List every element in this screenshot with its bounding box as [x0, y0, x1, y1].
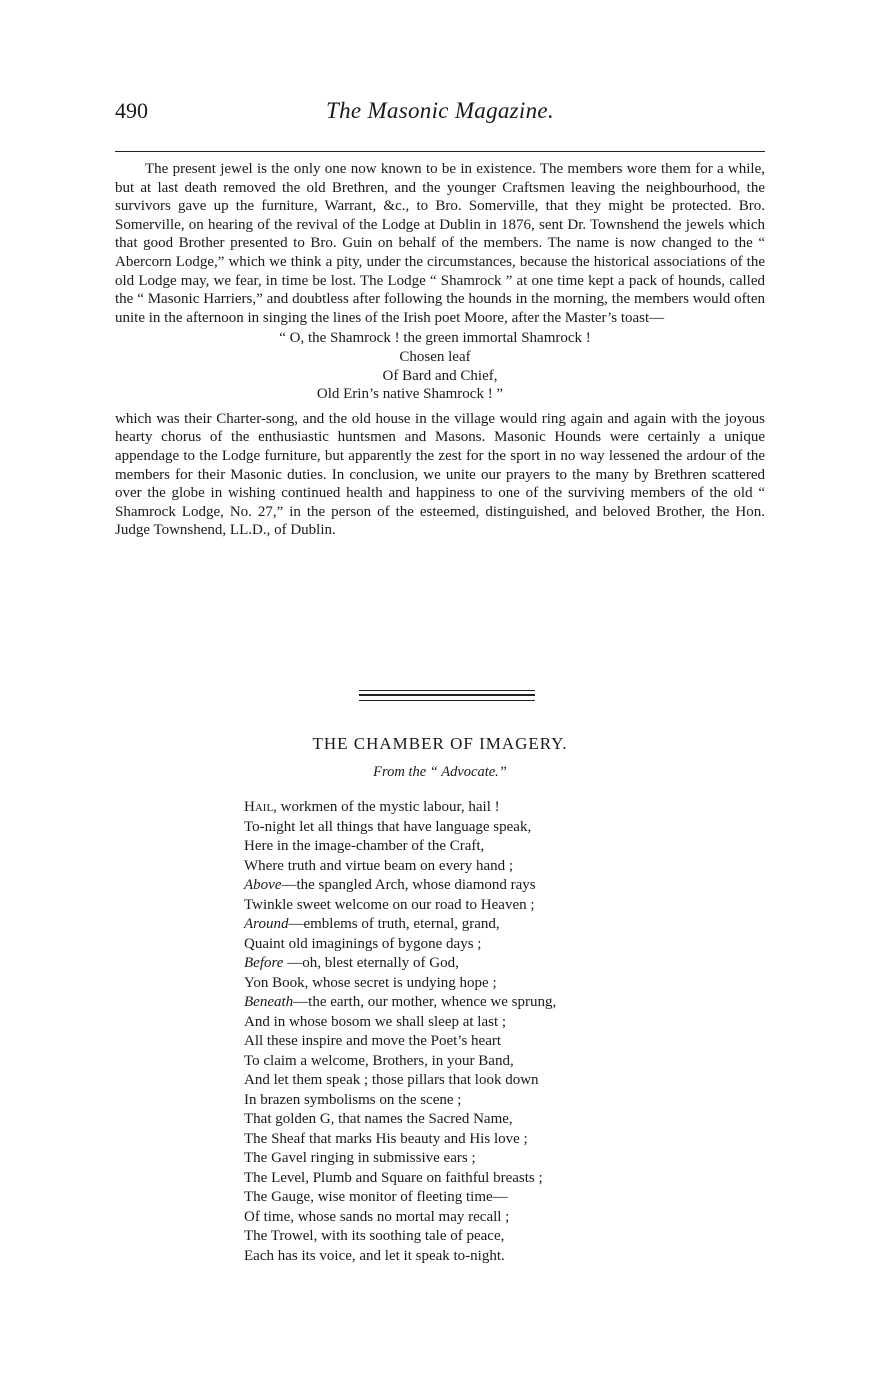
- article-paragraph-2: which was their Charter-song, and the old house in the village would ring again and again with the joyous hearty chorus of the enthusiastic huntsmen and Masons. Masonic Hounds were certainly a unique appendage to the Lodge furniture, but apparently the zest for the sport in no way lessened the ardour of the members for their Masonic duties. In conclusion, we unite our prayers to the many by Brethren scattered over the globe in wishing continued health and happiness to one of the surviving members of the old “ Shamrock Lodge, No. 27,” in the person of the esteemed, distinguished, and beloved Brother, the Hon. Judge Townshend, LL.D., of Dublin.: [115, 410, 765, 539]
- poem-line-emphasis: Before: [244, 955, 284, 971]
- poem-line-text: To-night let all things that have language speak,: [244, 818, 532, 835]
- song-line: Of Bard and Chief,: [382, 367, 498, 384]
- poem-line-smallcaps: Hail: [244, 799, 274, 815]
- poem-line-text: Twinkle sweet welcome on our road to Heaven ;: [244, 896, 535, 913]
- poem-line-text: —the spangled Arch, whose diamond rays: [281, 877, 536, 893]
- poem-line-text: —emblems of truth, eternal, grand,: [288, 916, 500, 932]
- poem-line-text: Where truth and virtue beam on every hand ;: [244, 857, 514, 874]
- poem-line: [244, 857, 764, 877]
- poem-line: [244, 1188, 764, 1208]
- poem-line-text: In brazen symbolisms on the scene ;: [244, 1091, 462, 1108]
- poem-line: [244, 1208, 764, 1228]
- poem-line-text: And in whose bosom we shall sleep at last ;: [244, 1013, 507, 1030]
- poem-line: [244, 837, 764, 857]
- page-header: [115, 98, 765, 132]
- song-line: “ O, the Shamrock ! the green immortal Shamrock !: [279, 330, 591, 347]
- page-number: 490: [115, 98, 148, 123]
- poem-line-text: Here in the image-chamber of the Craft,: [244, 838, 485, 854]
- song-line: Chosen leaf: [399, 348, 471, 365]
- poem-line: [244, 798, 764, 818]
- running-title: The Masonic Magazine.: [326, 98, 554, 123]
- poem-line: [244, 1227, 764, 1247]
- poem-line-text: The Trowel, with its soothing tale of peace,: [244, 1228, 505, 1244]
- poem-line-text: The Level, Plumb and Square on faithful breasts ;: [244, 1169, 543, 1186]
- poem-line: [244, 1247, 764, 1267]
- poem-line: [244, 1013, 764, 1033]
- poem-line: [244, 935, 764, 955]
- article-continuation: [115, 160, 765, 540]
- poem-line: [244, 1052, 764, 1072]
- poem-line-text: , workmen of the mystic labour, hail !: [273, 799, 500, 815]
- article-paragraph-1: The present jewel is the only one now known to be in existence. The members wore them for a while, but at last death removed the old Brethren, and the younger Craftsmen leaving the neighbourhood, the survivors gave up the furniture, Warrant, &c., to Bro. Somerville, that they might be protected. Bro. Somerville, on hearing of the revival of the Lodge at Dublin in 1876, sent Dr. Townshend the jewels which that good Brother presented to Bro. Guin on behalf of the members. The name is now changed to the “ Abercorn Lodge,” which we think a pity, under the circumstances, because the historical associations of the old Lodge may, we fear, in time be lost. The Lodge “ Shamrock ” at one time kept a pack of hounds, called the “ Masonic Harriers,” and doubtless after following the hounds in the morning, the members would often unite in the afternoon in singing the lines of the Irish poet Moore, after the Master’s toast—: [115, 161, 765, 326]
- poem-line-emphasis: Around: [244, 916, 289, 932]
- poem-line-text: —the earth, our mother, whence we sprung,: [293, 994, 557, 1010]
- song-line: Old Erin’s native Shamrock ! ”: [316, 386, 504, 403]
- poem-line-emphasis: Above: [244, 877, 282, 893]
- poem-body: [244, 798, 764, 1266]
- poem-line: [244, 1130, 764, 1150]
- poem-line-text: And let them speak ; those pillars that look down: [244, 1072, 539, 1088]
- poem-line: [244, 993, 764, 1013]
- poem-line: [244, 954, 764, 974]
- poem-line-text: Each has its voice, and let it speak to-night.: [244, 1247, 505, 1264]
- poem-line-text: All these inspire and move the Poet’s heart: [244, 1033, 502, 1049]
- poem-line-text: To claim a welcome, Brothers, in your Band,: [244, 1052, 514, 1069]
- poem-line: [244, 876, 764, 896]
- poem-line: [244, 1071, 764, 1091]
- poem-line-text: That golden G, that names the Sacred Name,: [244, 1111, 513, 1127]
- poem-line: [244, 818, 764, 838]
- charter-song: [115, 329, 765, 403]
- poem-line-text: The Gauge, wise monitor of fleeting time—: [244, 1189, 508, 1205]
- poem-line: [244, 1032, 764, 1052]
- poem-line: [244, 1149, 764, 1169]
- poem-line-text: —oh, blest eternally of God,: [283, 955, 459, 971]
- section-divider: [359, 690, 535, 702]
- header-rule: [115, 151, 765, 152]
- poem-source: From the “ Advocate.”: [373, 764, 507, 780]
- poem-line-emphasis: Beneath: [244, 994, 294, 1010]
- poem-line: [244, 1169, 764, 1189]
- poem-line-text: The Gavel ringing in submissive ears ;: [244, 1150, 476, 1166]
- poem-line-text: Quaint old imaginings of bygone days ;: [244, 935, 482, 952]
- poem-title: THE CHAMBER OF IMAGERY.: [312, 734, 568, 753]
- poem-line: [244, 896, 764, 916]
- poem-line: [244, 974, 764, 994]
- poem-line-text: The Sheaf that marks His beauty and His love ;: [244, 1130, 528, 1147]
- poem-line-text: Of time, whose sands no mortal may recall ;: [244, 1208, 510, 1225]
- poem-line: [244, 915, 764, 935]
- poem-line: [244, 1091, 764, 1111]
- poem-line: [244, 1110, 764, 1130]
- poem-line-text: Yon Book, whose secret is undying hope ;: [244, 974, 497, 991]
